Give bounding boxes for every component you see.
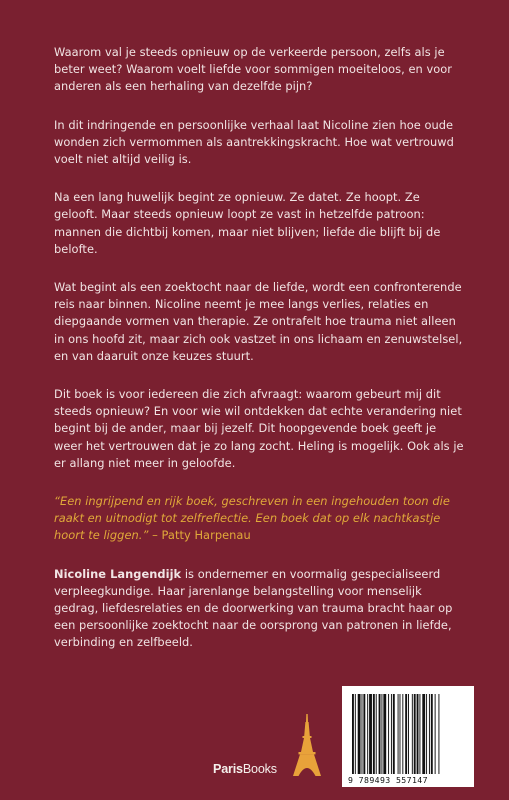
blurb-paragraph-5: Dit boek is voor iedereen die zich afvraagt: waarom gebeurt mij dit steeds opnieuw? En voor wie wil ontdekken dat echte verandering niet begint bij de ander, maar bij jezelf. Dit hoopgevende boek geeft je weer het vertrouwen dat je zo lang zocht. Heling is mogelijk. Ook als je er allang niet meer in geloofde. — [54, 387, 464, 470]
barcode-bar — [422, 694, 425, 774]
barcode-bar — [373, 694, 375, 774]
barcode-bar — [381, 694, 382, 774]
barcode-bar — [435, 694, 436, 774]
review-quote-attribution: – Patty Harpenau — [152, 528, 251, 543]
blurb-paragraph-2: In dit indringende en persoonlijke verhaal laat Nicoline zien hoe oude wonden zich vermommen als aantrekkingskracht. Hoe wat vertrouwd voelt niet altijd veilig is. — [54, 117, 454, 167]
barcode-bar — [398, 694, 399, 774]
publisher-name-regular: Books — [242, 762, 277, 776]
review-quote — [54, 493, 464, 545]
review-quote-text: “Een ingrijpend en rijk boek, geschreven in een ingehouden toon die raakt en uitnodigt tot zelfreflectie. Een boek dat op elk nachtkastje hoort te liggen.” — [54, 494, 450, 543]
barcode-bar — [367, 694, 368, 774]
barcode-bar — [363, 694, 365, 774]
author-bio — [54, 566, 464, 652]
barcode-bar — [414, 694, 416, 774]
barcode-bar — [426, 694, 427, 774]
barcode-bar — [388, 694, 389, 774]
publisher-logo — [213, 714, 325, 778]
isbn-barcode — [342, 686, 474, 787]
author-name: Nicoline Langendijk — [54, 566, 182, 581]
barcode-bar — [355, 694, 356, 774]
barcode-bar — [438, 694, 439, 774]
barcode-bar — [417, 694, 419, 774]
back-cover-text — [54, 44, 464, 673]
barcode-bar — [358, 694, 361, 774]
isbn-number: 9 789493 557147 — [348, 775, 428, 785]
barcode-bar — [400, 694, 401, 774]
barcode-bar — [393, 694, 395, 774]
barcode-bar — [431, 694, 433, 774]
barcode-bar — [412, 694, 413, 774]
barcode-bar — [419, 694, 420, 774]
barcode-bar — [369, 694, 372, 774]
barcode-bar — [383, 694, 386, 774]
blurb-paragraph-3: Na een lang huwelijk begint ze opnieuw. Ze datet. Ze hoopt. Ze gelooft. Maar steeds opnieuw loopt ze vast in hetzelfde patroon: mannen die dichtbij komen, maar niet blijven; liefde die blijft bij de belofte. — [54, 190, 441, 256]
blurb-paragraph-4: Wat begint als een zoektocht naar de liefde, wordt een confronterende reis naar binnen. Nicoline neemt je mee langs verlies, relaties en diepgaande vormen van therapie. Ze ontrafelt hoe trauma niet alleen in ons hoofd zit, maar zich ook vastzet in ons lichaam en zenuwstelsel, en van daaruit onze keuzes stuurt. — [54, 280, 463, 363]
publisher-name — [213, 762, 277, 776]
barcode-bar — [405, 694, 407, 774]
barcode-bars — [352, 694, 464, 774]
barcode-bar — [379, 694, 381, 774]
barcode-bar — [352, 694, 354, 774]
barcode-bar — [402, 694, 403, 774]
barcode-bar — [408, 694, 409, 774]
publisher-name-bold: Paris — [213, 762, 243, 776]
barcode-bar — [429, 694, 430, 774]
barcode-bar — [376, 694, 377, 774]
eiffel-tower-icon — [292, 714, 322, 776]
author-bio-text: is ondernemer en voormalig gespecialiseerd verpleegkundige. Haar jarenlange belangstelling voor menselijk gedrag, liefdesrelaties en de doorwerking van trauma bracht haar op een persoonlijke zoektocht naar de oorsprong van patronen in liefde, verbinding en zelfbeeld. — [54, 566, 453, 650]
barcode-bar — [362, 694, 363, 774]
barcode-bar — [391, 694, 392, 774]
blurb-paragraph-1: Waarom val je steeds opnieuw op de verkeerde persoon, zelfs als je beter weet? Waarom voelt liefde voor sommigen moeiteloos, en voor anderen als een herhaling van dezelfde pijn? — [54, 45, 453, 94]
